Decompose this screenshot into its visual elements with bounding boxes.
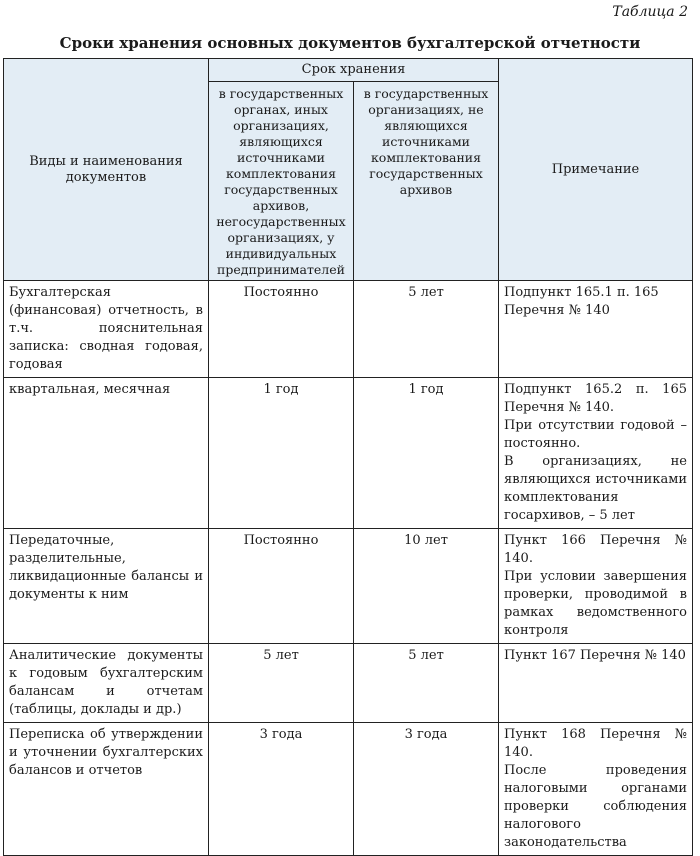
term-cell: Постоянно: [209, 529, 354, 644]
term-cell: 10 лет: [354, 529, 499, 644]
header-term-state-bodies: в государственных органах, иных организациях, являющихся источниками комплектования государственных архивов, негосударственных организациях, у индивидуальных предпринимателей: [209, 82, 354, 281]
document-name: Передаточные, разделительные, ликвидационные балансы и документы к ним: [4, 529, 209, 644]
header-term-state-orgs: в государственных организациях, не являющихся источниками комплектования государственных архивов: [354, 82, 499, 281]
document-name: квартальная, месячная: [4, 378, 209, 529]
note-paragraph: В организациях, не являющихся источниками комплектования госархивов, – 5 лет: [504, 454, 687, 523]
term-cell: 1 год: [209, 378, 354, 529]
table-row: [4, 644, 693, 723]
note-paragraph: Пункт 166 Перечня № 140.: [504, 533, 687, 566]
term-cell: 5 лет: [354, 281, 499, 378]
note-cell: [499, 529, 693, 644]
term-cell: 5 лет: [209, 644, 354, 723]
term-cell: Постоянно: [209, 281, 354, 378]
table-number-label: Таблица 2: [612, 4, 688, 20]
header-row-1: [4, 59, 693, 82]
term-cell: 1 год: [354, 378, 499, 529]
note-cell: [499, 644, 693, 723]
note-paragraph: После проведения налоговыми органами проверки соблюдения налогового законодательства: [504, 763, 687, 850]
note-paragraph: Пункт 167 Перечня № 140: [504, 648, 686, 663]
document-name: Аналитические документы к годовым бухгалтерским балансам и отчетам (таблицы, доклады и др.): [4, 644, 209, 723]
header-retention-period: Срок хранения: [209, 59, 499, 82]
document-name: Переписка об утверждении и уточнении бухгалтерских балансов и отчетов: [4, 723, 209, 856]
table-title: Сроки хранения основных документов бухгалтерской отчетности: [59, 34, 641, 52]
table-row: [4, 529, 693, 644]
document-name: Бухгалтерская (финансовая) отчетность, в т.ч. пояснительная записка: сводная годовая, годовая: [4, 281, 209, 378]
table-row: [4, 281, 693, 378]
retention-table: [3, 58, 693, 856]
note-cell: [499, 378, 693, 529]
table-row: [4, 723, 693, 856]
term-cell: 5 лет: [354, 644, 499, 723]
note-cell: [499, 281, 693, 378]
note-cell: [499, 723, 693, 856]
table-row: [4, 378, 693, 529]
term-cell: 3 года: [354, 723, 499, 856]
header-note: Примечание: [499, 59, 693, 281]
term-cell: 3 года: [209, 723, 354, 856]
note-paragraph: Подпункт 165.1 п. 165 Перечня № 140: [504, 285, 659, 318]
note-paragraph: При условии завершения проверки, проводимой в рамках ведомственного контроля: [504, 569, 687, 638]
header-document-types: Виды и наименования документов: [4, 59, 209, 281]
note-paragraph: Пункт 168 Перечня № 140.: [504, 727, 687, 760]
note-paragraph: Подпункт 165.2 п. 165 Перечня № 140.: [504, 382, 687, 415]
note-paragraph: При отсутствии годовой – постоянно.: [504, 418, 687, 451]
